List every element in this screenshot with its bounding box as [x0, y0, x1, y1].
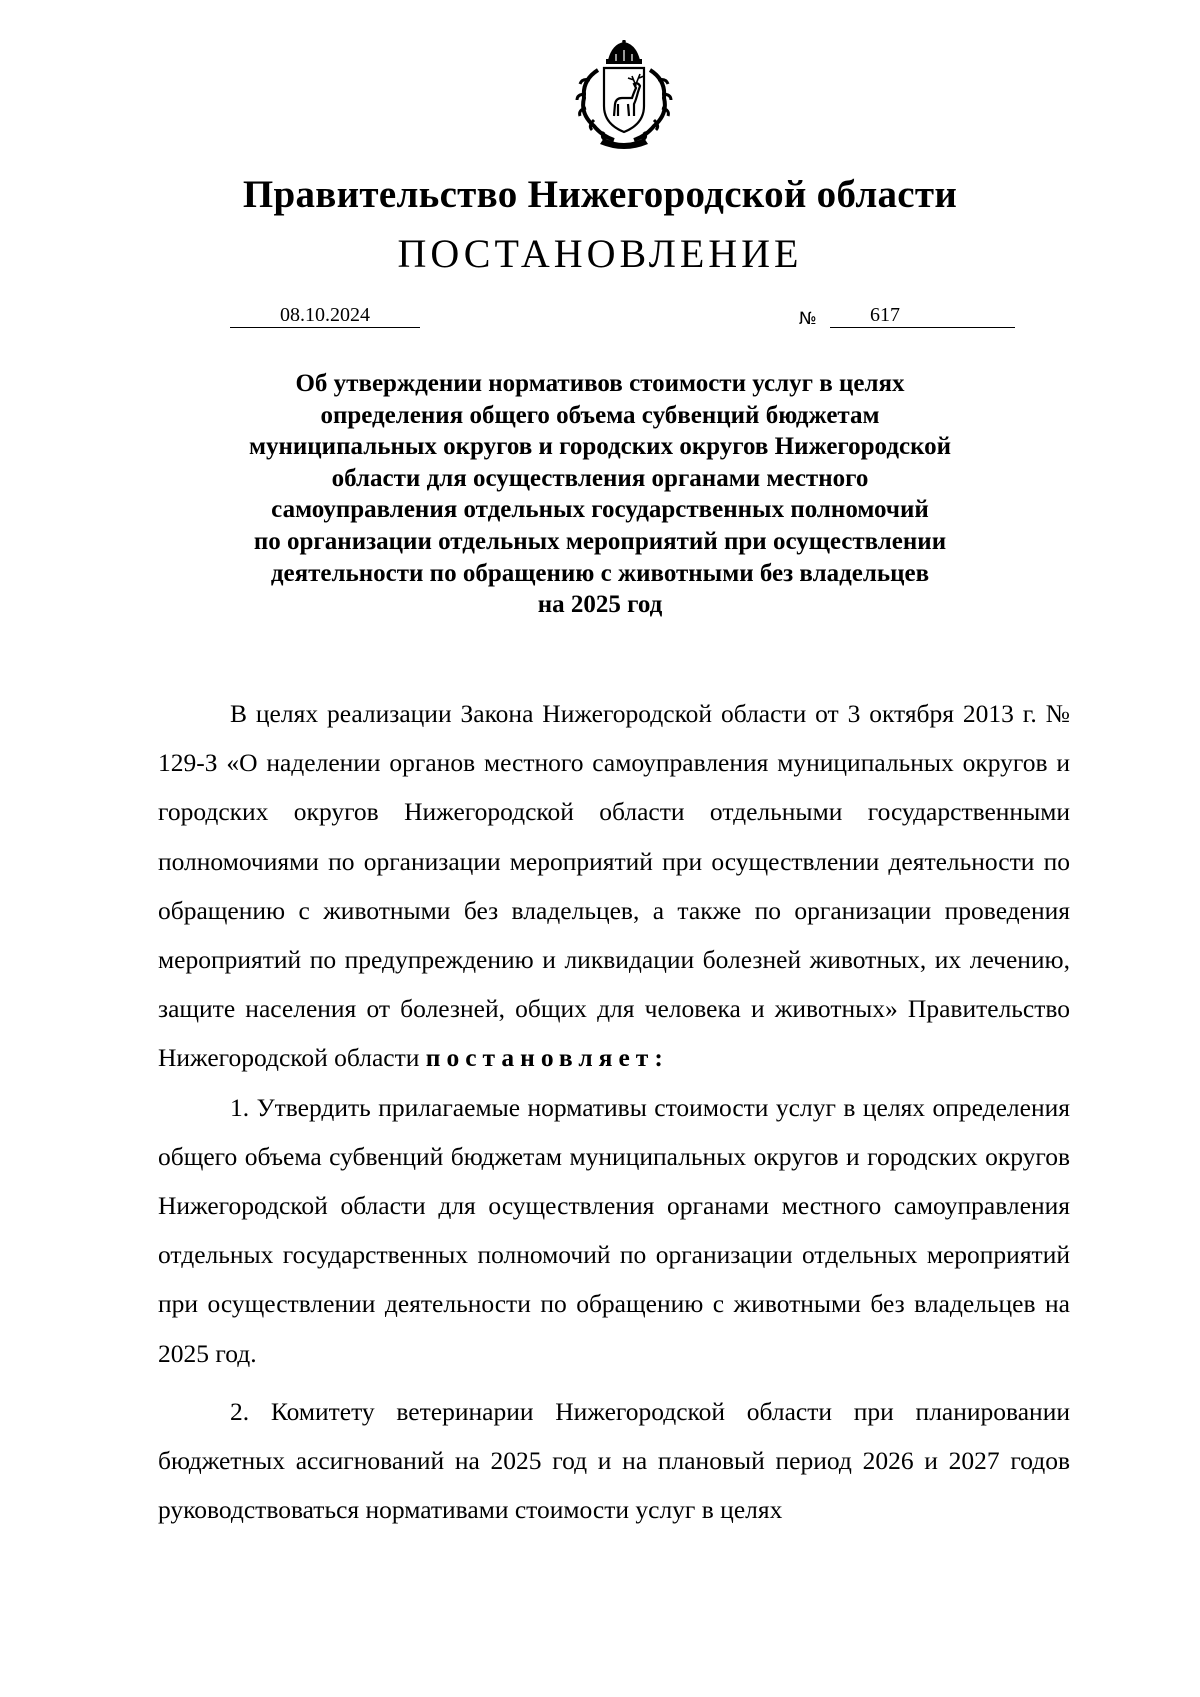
- document-subject: [150, 368, 1050, 621]
- subject-line: по организации отдельных мероприятий при осуществлении: [253, 527, 947, 555]
- number-sign: №: [799, 309, 817, 329]
- coat-of-arms-emblem: [568, 40, 680, 150]
- item-2-paragraph: 2. Комитету ветеринарии Нижегородской области при планировании бюджетных ассигнований на 2025 год и на плановый период 2026 и 2027 годов руководствоваться нормативами стоимости услуг в целях: [158, 1396, 1070, 1525]
- subject-line: Об утверждении нормативов стоимости услуг в целях: [295, 370, 905, 397]
- subject-line: на 2025 год: [537, 591, 663, 619]
- subject-line: самоуправления отдельных государственных полномочий: [271, 496, 929, 524]
- organization-title: Правительство Нижегородской области: [242, 173, 958, 216]
- subject-line: области для осуществления органами местного: [331, 464, 869, 492]
- document-type: ПОСТАНОВЛЕНИЕ: [397, 231, 803, 276]
- preamble-paragraph: [158, 689, 1070, 1083]
- subject-line: муниципальных округов и городских округов Нижегородской: [248, 433, 952, 461]
- subject-line: деятельности по обращению с животными без владельцев: [270, 559, 930, 587]
- document-body: [158, 689, 1070, 1534]
- subject-line: определения общего объема субвенций бюджетам: [320, 401, 880, 429]
- decision-word: постановляет:: [425, 1043, 669, 1073]
- preamble-text: В целях реализации Закона Нижегородской области от 3 октября 2013 г. № 129-З «О наделении органов местного самоуправления муниципальных округов и городских округов Нижегородской области отдельными государственными полномочиями по организации мероприятий при осуществлении деятельности по обращению с животными без владельцев, а также по организации проведения мероприятий по предупреждению и ликвидации болезней животных, их лечению, защите населения от болезней, общих для человека и животных» Правительство Нижегородской области: [158, 699, 1070, 1073]
- item-1-paragraph: 1. Утвердить прилагаемые нормативы стоимости услуг в целях определения общего объема субвенций бюджетам муниципальных округов и городских округов Нижегородской области для осуществления органами местного самоуправления отдельных государственных полномочий по организации отдельных мероприятий при осуществлении деятельности по обращению с животными без владельцев на 2025 год.: [158, 1092, 1070, 1368]
- document-number: 617: [830, 303, 1015, 328]
- document-date: 08.10.2024: [230, 303, 420, 328]
